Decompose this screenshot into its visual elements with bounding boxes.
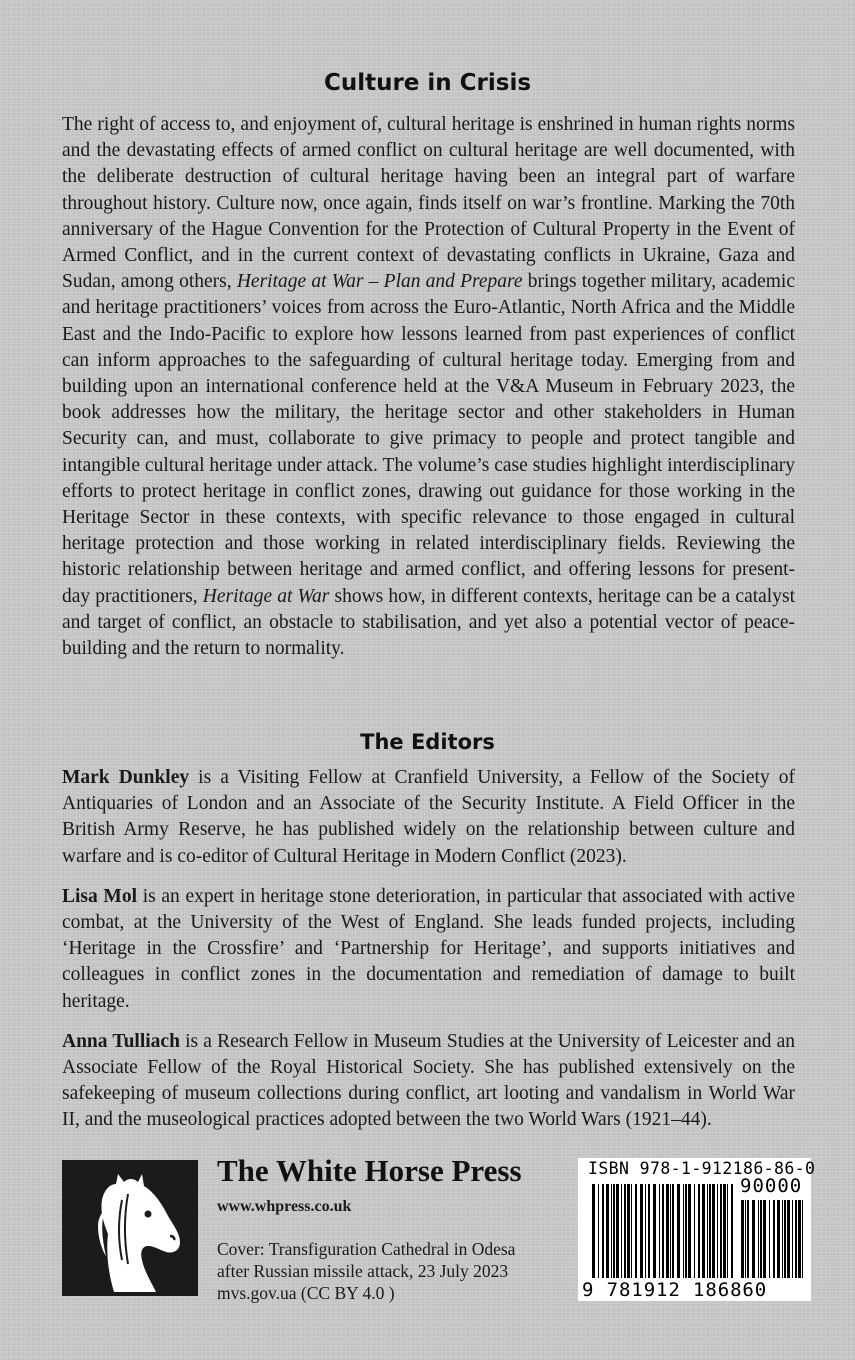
barcode-bar	[763, 1200, 766, 1278]
barcode-bar	[592, 1184, 595, 1278]
barcode-bar	[613, 1184, 615, 1278]
barcode-bar	[712, 1184, 715, 1278]
blurb-text-part3: shows how, in different contexts, heritage can be a catalyst and target of conflict, an obstacle to stabilisation, and yet also a potential vector of peace-building and the return to normality.	[62, 585, 795, 660]
barcode-bar	[627, 1184, 630, 1278]
barcode-bar	[731, 1184, 733, 1278]
editor-name: Lisa Mol	[62, 885, 138, 907]
barcode-bar	[688, 1184, 691, 1278]
barcode-bar	[616, 1184, 619, 1278]
barcode-bar	[685, 1184, 687, 1278]
barcode-bar	[635, 1184, 637, 1278]
editors-heading: The Editors	[360, 730, 495, 754]
barcode-bar	[659, 1184, 660, 1278]
book-title-short-italic: Heritage at War	[202, 585, 330, 607]
ean-number: 9 781912 186860	[582, 1279, 768, 1301]
editor-bio	[62, 765, 795, 870]
blurb-text-part2: brings together military, academic and heritage practitioners’ voices from across the Euro-Atlantic, North Africa and the Middle East and the Indo-Pacific to explore how lessons learned from past experiences of conflict can inform approaches to the safeguarding of cultural heritage today. Emerging from and building upon an international conference held at the V&A Museum in February 2023, the book addresses how the military, the heritage sector and other stakeholders in Human Security can, and must, collaborate to give primacy to people and protect tangible and intangible cultural heritage under attack. The volume’s case studies highlight interdisciplinary efforts to protect heritage in conflict zones, drawing out guidance for those working in the Heritage Sector in these contexts, with specific relevance to those engaged in cultural heritage protection and those working in related interdisciplinary fields. Reviewing the historic relationship between heritage and armed conflict, and offering lessons for present-day practitioners,	[62, 271, 795, 607]
editor-bio-text: is a Research Fellow in Museum Studies at the University of Leicester and an Associate Fellow of the Royal Historical Society. She has published extensively on the safekeeping of museum collections during conflict, art looting and vandalism in World War II, and the museological practices adopted between the two World Wars (1921–44).	[62, 1030, 796, 1131]
barcode-bar	[666, 1184, 669, 1278]
barcode-bar	[709, 1184, 711, 1278]
book-title-italic: Heritage at War – Plan and Prepare	[236, 271, 523, 293]
blurb-paragraph	[62, 112, 795, 662]
barcode-bar	[720, 1184, 722, 1278]
barcode-bar	[611, 1184, 612, 1278]
barcode-bar	[798, 1200, 801, 1278]
barcode-bar	[802, 1200, 803, 1278]
barcode-bar	[677, 1184, 680, 1278]
editor-bio-text: is a Visiting Fellow at Cranfield University, a Fellow of the Society of Antiquaries of London and an Associate of the Security Institute. A Field Officer in the British Army Reserve, he has published widely on the relationship between culture and warfare and is co-editor of Cultural Heritage in Modern Conflict (2023).	[62, 767, 795, 867]
barcode-bar	[645, 1184, 646, 1278]
barcode-bar	[777, 1200, 780, 1278]
price-addon-code: 90000	[740, 1175, 803, 1197]
barcode-bar	[683, 1184, 684, 1278]
publisher-name: The White Horse Press	[217, 1153, 522, 1188]
barcode-bar	[769, 1200, 770, 1278]
barcode-bar	[648, 1184, 650, 1278]
main-heading: Culture in Crisis	[323, 70, 532, 96]
barcode-bar	[598, 1184, 599, 1278]
barcode-bar	[747, 1200, 749, 1278]
barcode-bar	[670, 1184, 671, 1278]
barcode-bar	[717, 1184, 718, 1278]
cover-credit-line: after Russian missile attack, 23 July 2023	[217, 1261, 509, 1281]
blurb-text-part1: The right of access to, and enjoyment of, cultural heritage is enshrined in human rights norms and the devastating effects of armed conflict on cultural heritage are well documented, with the deliberate destruction of cultural heritage having been an integral part of warfare throughout history. Culture now, once again, finds itself on war’s frontline. Marking the 70th anniversary of the Hague Convention for the Protection of Cultural Property in the Event of Armed Conflict, and in the current context of devastating conflicts in Ukraine, Gaza and Sudan, among others,	[62, 114, 795, 293]
barcode-bar	[662, 1184, 664, 1278]
editor-name: Mark Dunkley	[62, 767, 190, 788]
cover-credit-line: mvs.gov.ua (CC BY 4.0 )	[217, 1283, 395, 1303]
barcode-bar	[784, 1200, 786, 1278]
barcode-bar	[727, 1184, 728, 1278]
barcode-bar	[640, 1184, 643, 1278]
horse-logo	[62, 1160, 198, 1296]
barcode-bar	[792, 1200, 793, 1278]
editor-bio-text: is an expert in heritage stone deterioration, in particular that associated with active combat, at the University of the West of England. She leads funded projects, including ‘Heritage in the Crossfire’ and ‘Partnership for Heritage’, and supports initiatives and colleagues in conflict zones in the documentation and remediation of damage to built heritage.	[62, 885, 795, 1012]
barcode-bar	[631, 1184, 632, 1278]
cover-credit-line: Cover: Transfiguration Cathedral in Odesa	[217, 1239, 516, 1259]
editor-name: Anna Tulliach	[62, 1030, 180, 1052]
editor-bio	[62, 884, 795, 1015]
barcode-bar	[698, 1184, 700, 1278]
barcode-bar	[653, 1184, 656, 1278]
isbn-label: ISBN 978-1-912186-86-0	[588, 1159, 816, 1178]
barcode-bar	[606, 1184, 609, 1278]
barcode-bar	[694, 1184, 695, 1278]
barcode-bar	[760, 1200, 762, 1278]
barcode-bar	[787, 1200, 790, 1278]
barcode-bar	[795, 1200, 797, 1278]
editor-bio	[62, 1029, 795, 1134]
editors-section	[62, 765, 795, 1148]
barcode-bar	[741, 1200, 744, 1278]
horse-head-icon	[62, 1160, 198, 1296]
publisher-url: www.whpress.co.uk	[217, 1198, 352, 1215]
barcode-bar	[723, 1184, 726, 1278]
barcode-bar	[752, 1200, 755, 1278]
barcode-bar	[758, 1200, 759, 1278]
barcode-bar	[602, 1184, 604, 1278]
barcode-bar	[773, 1200, 775, 1278]
barcode-bar	[782, 1200, 783, 1278]
barcode-bar	[672, 1184, 674, 1278]
barcode-bar	[702, 1184, 705, 1278]
barcode-bar	[624, 1184, 626, 1278]
barcode-bar	[745, 1200, 746, 1278]
barcode-bar	[707, 1184, 708, 1278]
barcode-bar	[621, 1184, 622, 1278]
